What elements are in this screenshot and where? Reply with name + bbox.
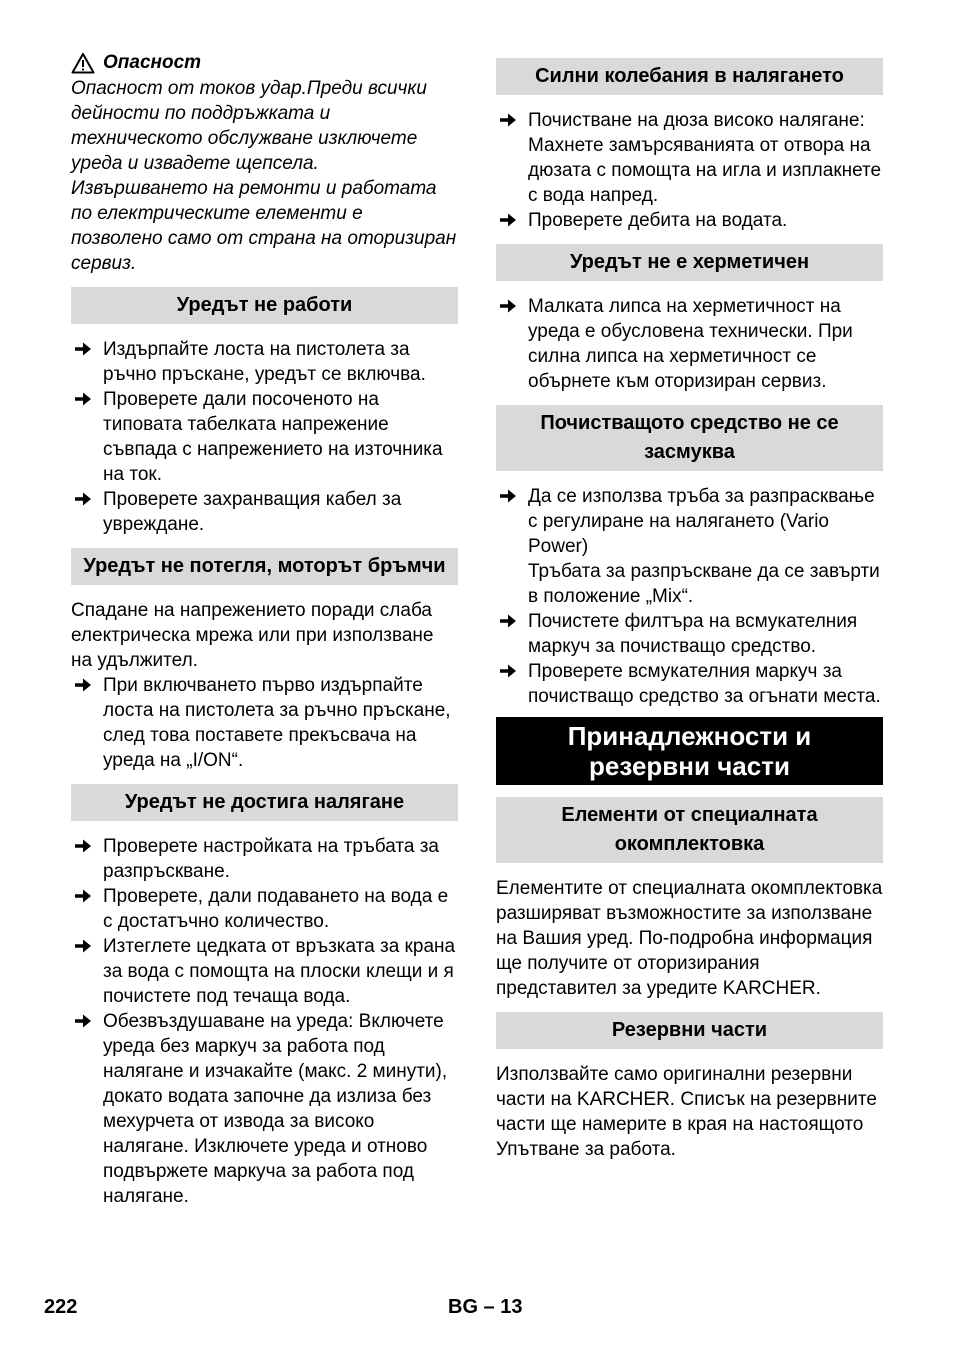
- list-item: Проверете дебита на водата.: [496, 208, 883, 233]
- section-heading-spare-parts: Резервни части: [496, 1012, 883, 1049]
- arrow-right-icon: [74, 391, 92, 407]
- list-pressure-fluctuations: [496, 108, 883, 233]
- list-item: Малката липса на херметичност на уреда е обусловена технически. При силна липса на херметичност се обърнете към оторизиран сервиз.: [496, 294, 883, 394]
- section-page-label: BG – 13: [448, 1296, 523, 1318]
- warning-heading: [71, 50, 458, 76]
- section-heading-no-pressure: Уредът не достига налягане: [71, 784, 458, 821]
- arrow-right-icon: [74, 341, 92, 357]
- arrow-right-icon: [74, 938, 92, 954]
- list-motor-hums: [71, 673, 458, 773]
- section-heading-not-sealed: Уредът не е херметичен: [496, 244, 883, 281]
- list-item: Почистете филтъра на всмукателния маркуч за почистващо средство.: [496, 609, 883, 659]
- list-item: Изтеглете цедката от връзката за крана за вода с помощта на плоски клещи и я почистете под течаща вода.: [71, 934, 458, 1009]
- arrow-right-icon: [499, 613, 517, 629]
- warning-title: Опасност: [103, 52, 202, 73]
- warning-text-2: Извършването на ремонти и работата по електрическите елементи е позволено само от страна на оторизиран сервиз.: [71, 178, 457, 274]
- arrow-right-icon: [499, 488, 517, 504]
- arrow-right-icon: [74, 888, 92, 904]
- list-item: Проверете настройката на тръбата за разпръскване.: [71, 834, 458, 884]
- arrow-right-icon: [74, 677, 92, 693]
- chapter-heading-accessories: Принадлежности и резервни части: [496, 717, 883, 785]
- list-item: Обезвъздушаване на уреда: Включете уреда без маркуч за работа под налягане и изчакайте (макс. 2 минути), докато водата започне да излиза без мехурчета от извода за високо налягане. Изключете уреда и отново подвържете маркуча за работа под налягане.: [71, 1009, 458, 1209]
- list-item: Проверете всмукателния маркуч за почистващо средство за огънати места.: [496, 659, 883, 709]
- arrow-right-icon: [499, 663, 517, 679]
- motor-hums-intro: Спадане на напрежението поради слаба електрическа мрежа или при използване на удължител.: [71, 600, 434, 671]
- list-device-not-working: [71, 337, 458, 537]
- list-item: Издърпайте лоста на пистолета за ръчно пръскане, уредът се включва.: [71, 337, 458, 387]
- arrow-right-icon: [499, 298, 517, 314]
- warning-triangle-icon: [71, 52, 95, 74]
- arrow-right-icon: [74, 491, 92, 507]
- list-no-pressure: [71, 834, 458, 1209]
- left-column: [71, 50, 458, 1209]
- list-detergent-not-sucked: [496, 484, 883, 709]
- list-item: Да се използва тръба за разпрасквање с регулиране на налягането (Vario Power) Тръбата за разпръскване да се завърти в положение „Mix“.: [496, 484, 883, 609]
- arrow-right-icon: [499, 212, 517, 228]
- section-heading-special-accessories: Елементи от специалната окомплектовка: [496, 797, 883, 863]
- section-heading-detergent-not-sucked: Почистващото средство не се засмуква: [496, 405, 883, 471]
- arrow-right-icon: [499, 112, 517, 128]
- list-not-sealed: [496, 294, 883, 394]
- section-heading-device-not-working: Уредът не работи: [71, 287, 458, 324]
- list-item: При включването първо издърпайте лоста на пистолета за ръчно пръскане, след това поставете прекъсвача на уреда на „I/ON“.: [71, 673, 458, 773]
- list-item-subtext: Тръбата за разпръскване да се завърти в положение „Mix“.: [528, 561, 880, 607]
- list-item: Проверете, дали подаването на вода е с достатъчно количество.: [71, 884, 458, 934]
- special-accessories-text: Елементите от специалната окомплектовка разширяват възможностите за използване на Вашия уред. По-подробна информация ще получите от оторизирания представител за уредите KARCHER.: [496, 878, 883, 999]
- list-item: Почистване на дюза високо налягане: Махнете замърсяванията от отвора на дюзата с помощта на игла и изплакнете с вода напред.: [496, 108, 883, 208]
- arrow-right-icon: [74, 1013, 92, 1029]
- section-heading-motor-hums: Уредът не потегля, моторът бръмчи: [71, 548, 458, 585]
- warning-text: Опасност от токов удар.Преди всички дейности по поддръжката и техническото обслужване изключете уреда и извадете щепсела.: [71, 78, 427, 174]
- list-item: Проверете захранващия кабел за увреждане.: [71, 487, 458, 537]
- list-item: Проверете дали посоченото на типовата табелката напрежение съвпада с напрежението на източника на ток.: [71, 387, 458, 487]
- page-number: 222: [44, 1296, 78, 1318]
- spare-parts-text: Използвайте само оригинални резервни части на KARCHER. Списък на резервните части ще намерите в края на настоящото Упътване за работа.: [496, 1064, 877, 1160]
- arrow-right-icon: [74, 838, 92, 854]
- section-heading-pressure-fluctuations: Силни колебания в налягането: [496, 58, 883, 95]
- right-column: [496, 50, 883, 1162]
